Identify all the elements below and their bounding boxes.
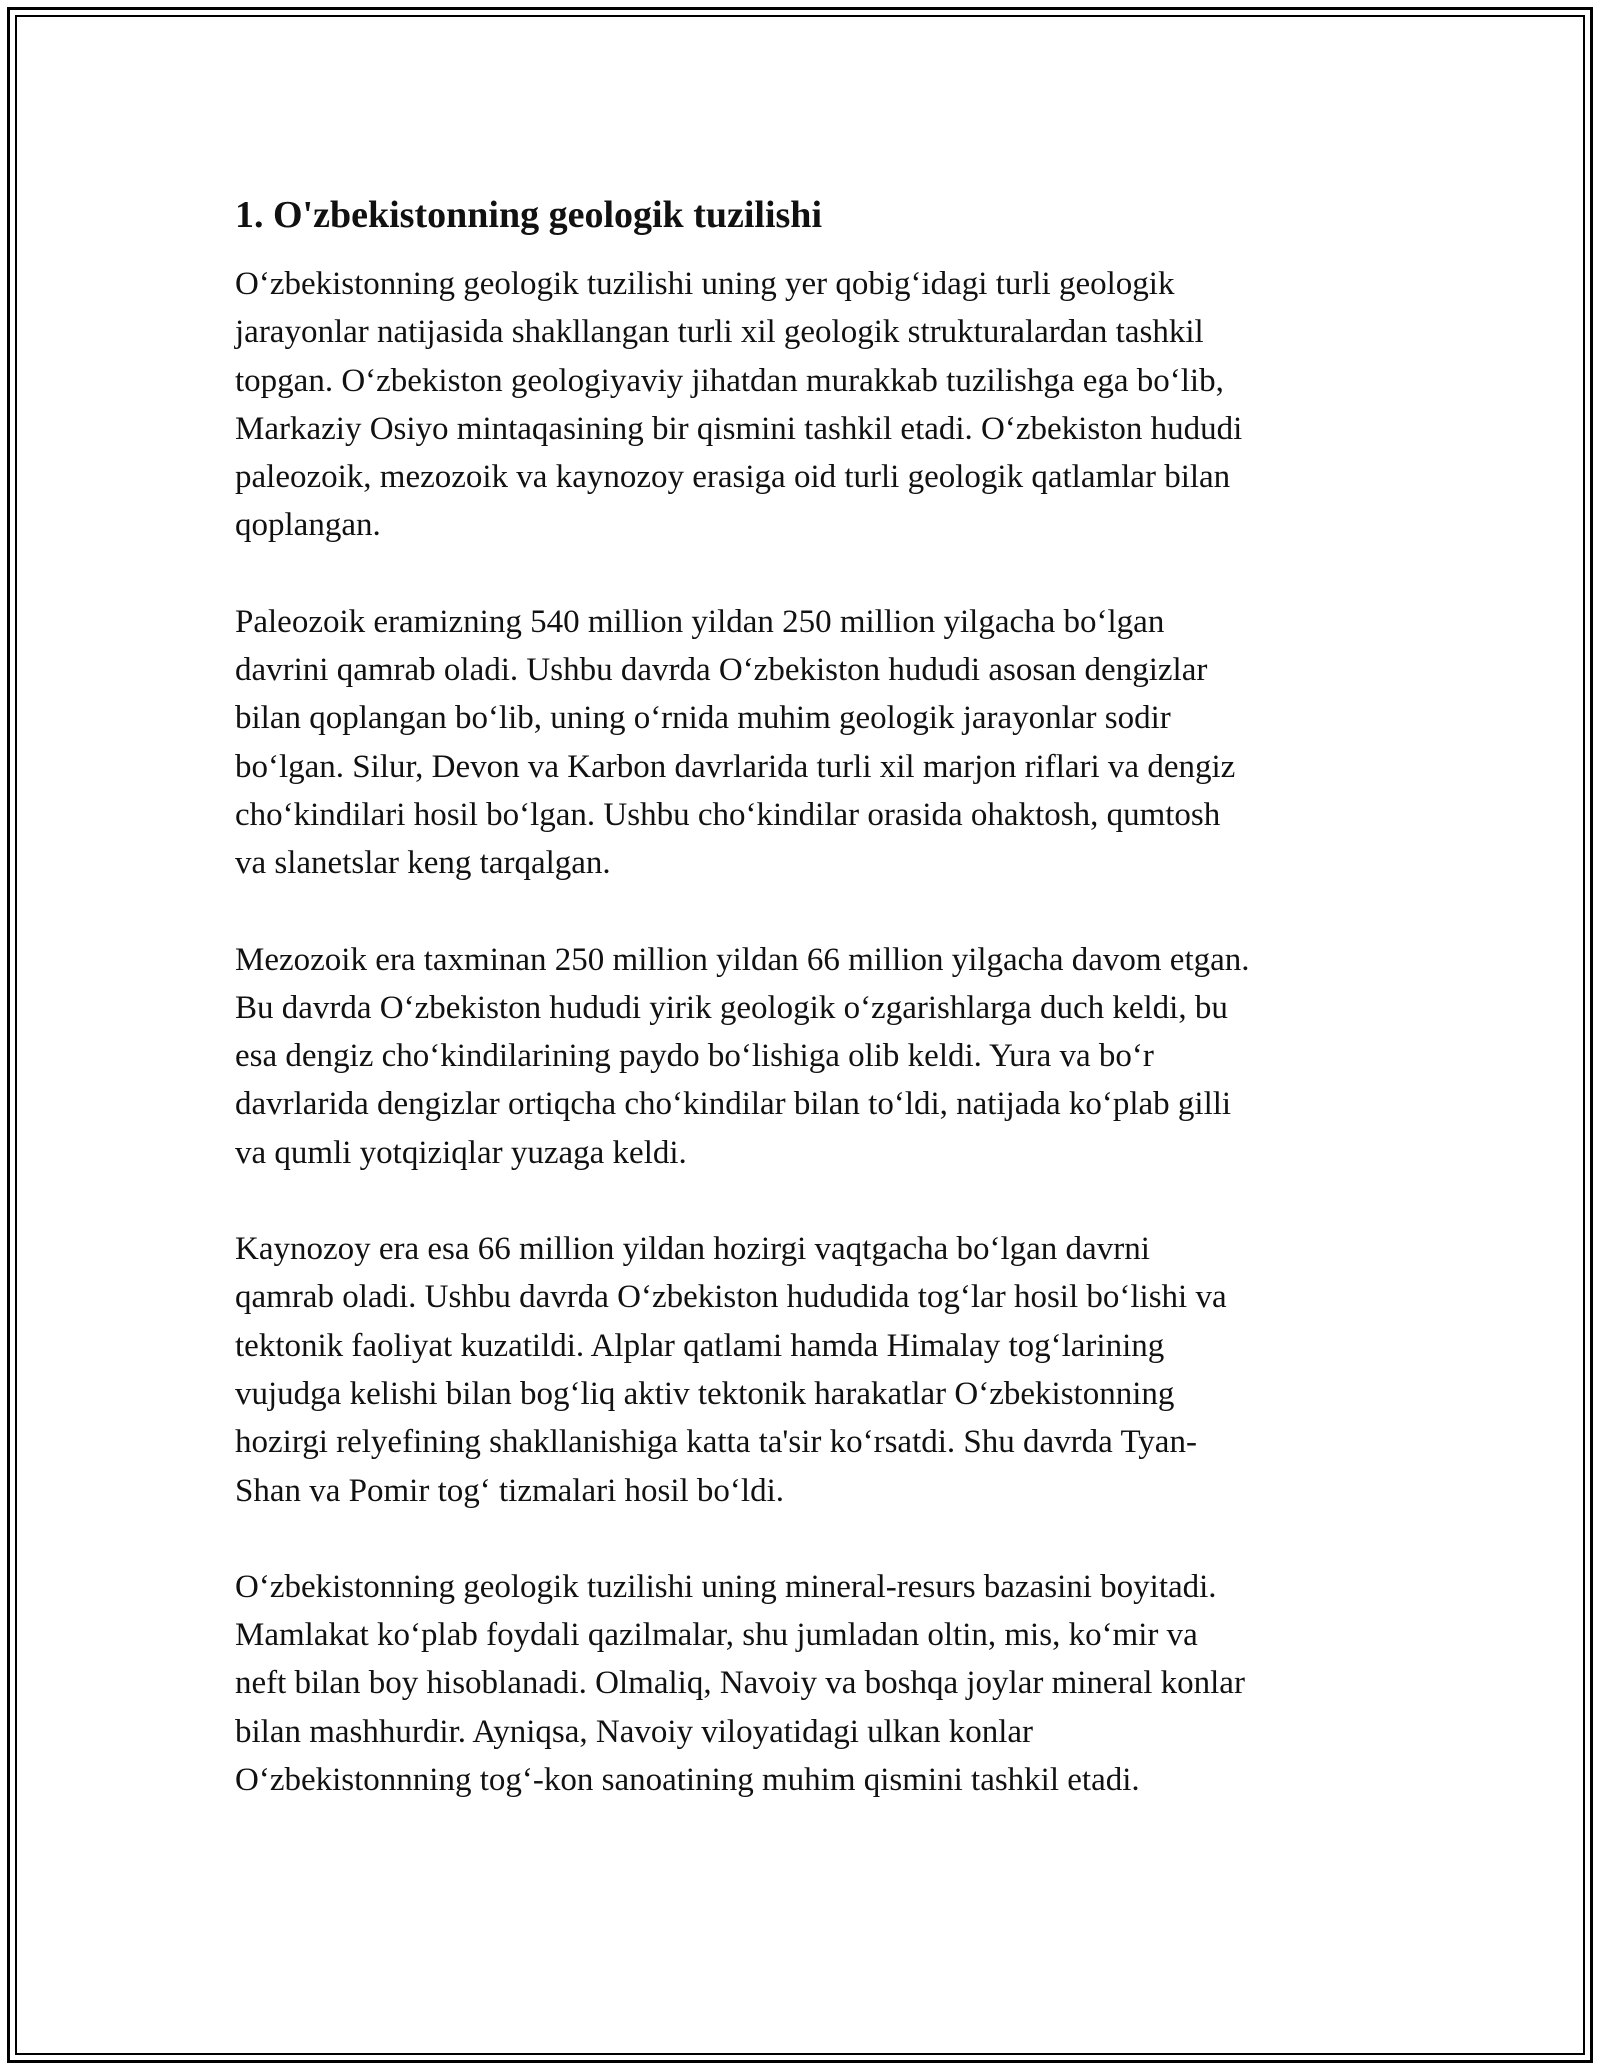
paragraph-mineral-resources: O‘zbekistonning geologik tuzilishi uning mineral-resurs bazasini boyitadi. Mamlakat ko‘plab foydali qazilmalar, shu jumladan oltin, mis, ko‘mir va neft bilan boy hisoblanadi. Olmaliq, Navoiy va boshqa joylar mineral konlar bilan mashhurdir. Ayniqsa, Navoiy viloyatidagi ulkan konlar O‘zbekistonnning tog‘-kon sanoatining muhim qismini tashkil etadi. <box>235 1568 1245 1799</box>
document-body <box>235 190 1370 1852</box>
paragraph-mesozoic: Mezozoik era taxminan 250 million yildan 66 million yilgacha davom etgan. Bu davrda O‘zbekiston hududi yirik geologik o‘zgarishlarga duch keldi, bu esa dengiz cho‘kindilarining paydo bo‘lishiga olib keldi. Yura va bo‘r davrlarida dengizlar ortiqcha cho‘kindilar bilan to‘ldi, natijada ko‘plab gilli va qumli yotqiziqlar yuzaga keldi. <box>235 941 1250 1171</box>
paragraph-cenozoic: Kaynozoy era esa 66 million yildan hozirgi vaqtgacha bo‘lgan davrni qamrab oladi. Ushbu davrda O‘zbekiston hududida tog‘lar hosil bo‘lishi va tektonik faoliyat kuzatildi. Alplar qatlami hamda Himalay tog‘larining vujudga kelishi bilan bog‘liq aktiv tektonik harakatlar O‘zbekistonning hozirgi relyefining shakllanishiga katta ta'sir ko‘rsatdi. Shu davrda Tyan- Shan va Pomir tog‘ tizmalari hosil bo‘ldi. <box>235 1231 1227 1509</box>
paragraph-paleozoic: Paleozoik eramizning 540 million yildan 250 million yilgacha bo‘lgan davrini qamrab oladi. Ushbu davrda O‘zbekiston hududi asosan dengizlar bilan qoplangan bo‘lib, uning o‘rnida muhim geologik jarayonlar sodir bo‘lgan. Silur, Devon va Karbon davrlarida turli xil marjon riflari va dengiz cho‘kindilari hosil bo‘lgan. Ushbu cho‘kindilar orasida ohaktosh, qumtosh va slanetslar keng tarqalgan. <box>235 603 1236 882</box>
paragraph-geologic-structure: O‘zbekistonning geologik tuzilishi uning yer qobig‘idagi turli geologik jarayonlar natijasida shakllangan turli xil geologik strukturalardan tashkil topgan. O‘zbekiston geologiyaviy jihatdan murakkab tuzilishga ega bo‘lib, Markaziy Osiyo mintaqasining bir qismini tashkil etadi. O‘zbekiston hududi paleozoik, mezozoik va kaynozoy erasiga oid turli geologik qatlamlar bilan qoplangan. <box>235 266 1243 544</box>
document-title: 1. O'zbekistonning geologik tuzilishi <box>235 194 822 236</box>
